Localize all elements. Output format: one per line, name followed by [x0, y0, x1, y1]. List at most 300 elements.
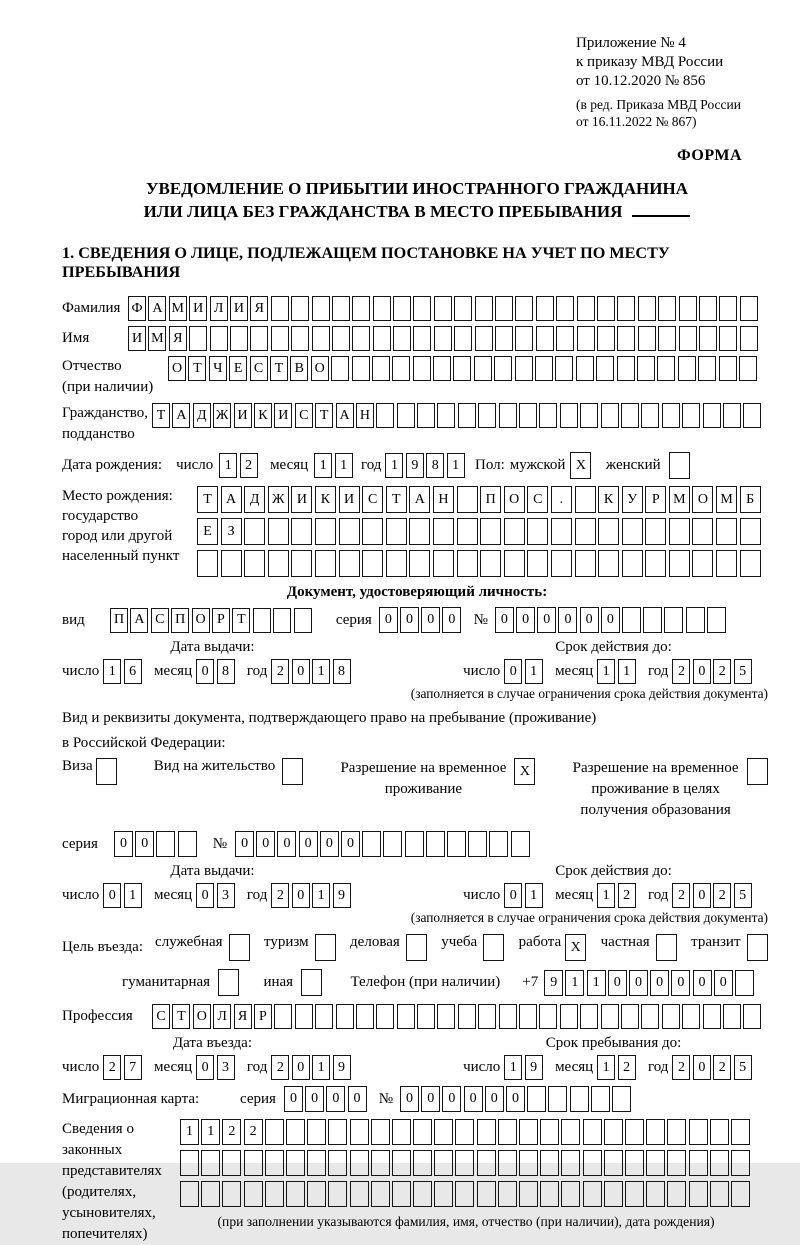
char-box[interactable]: 2 — [103, 1055, 121, 1080]
char-box[interactable] — [253, 608, 271, 633]
char-box[interactable] — [230, 326, 248, 351]
char-box[interactable] — [577, 326, 595, 351]
char-box[interactable]: 2 — [271, 883, 289, 908]
char-box[interactable]: 1 — [597, 659, 615, 684]
char-box[interactable]: 1 — [597, 883, 615, 908]
char-box[interactable] — [455, 1150, 474, 1176]
char-box[interactable]: Е — [229, 356, 247, 381]
char-box[interactable] — [597, 296, 615, 321]
char-box[interactable]: 0 — [421, 1086, 440, 1112]
char-box[interactable] — [478, 1004, 496, 1029]
char-box[interactable] — [556, 326, 574, 351]
char-box[interactable]: 2 — [672, 1055, 690, 1080]
char-box[interactable]: Ж — [213, 403, 231, 428]
char-box[interactable] — [339, 518, 360, 545]
char-box[interactable] — [250, 326, 268, 351]
char-box[interactable]: 0 — [326, 1086, 345, 1112]
char-box[interactable] — [307, 1181, 326, 1207]
char-box[interactable]: 3 — [217, 883, 235, 908]
char-box[interactable]: Я — [234, 1004, 252, 1029]
sex-male-checkbox[interactable] — [570, 452, 593, 479]
char-box[interactable] — [328, 1119, 347, 1145]
char-box[interactable] — [386, 550, 407, 577]
residence-issue-year-field[interactable] — [271, 883, 353, 908]
char-box[interactable] — [511, 831, 530, 857]
char-box[interactable] — [478, 403, 496, 428]
char-box[interactable] — [371, 1181, 390, 1207]
char-box[interactable] — [646, 1150, 665, 1176]
char-box[interactable] — [489, 831, 508, 857]
char-box[interactable] — [504, 518, 525, 545]
char-box[interactable]: 0 — [320, 831, 339, 857]
char-box[interactable]: 0 — [277, 831, 296, 857]
char-box[interactable]: 0 — [292, 883, 310, 908]
char-box[interactable] — [397, 403, 415, 428]
char-box[interactable]: 0 — [114, 831, 133, 857]
char-box[interactable] — [658, 296, 676, 321]
char-box[interactable] — [646, 1119, 665, 1145]
char-box[interactable] — [604, 1119, 623, 1145]
char-box[interactable] — [617, 356, 635, 381]
purpose-other-checkbox[interactable] — [301, 969, 324, 996]
char-box[interactable]: Я — [169, 326, 187, 351]
char-box[interactable]: 0 — [292, 1055, 310, 1080]
char-box[interactable] — [638, 296, 656, 321]
char-box[interactable]: 1 — [447, 453, 465, 478]
char-box[interactable]: 0 — [693, 883, 711, 908]
char-box[interactable] — [356, 1004, 374, 1029]
char-box[interactable] — [604, 1181, 623, 1207]
char-box[interactable] — [244, 1150, 263, 1176]
char-box[interactable] — [413, 1181, 432, 1207]
char-box[interactable] — [747, 934, 768, 961]
char-box[interactable]: 2 — [672, 883, 690, 908]
char-box[interactable]: Н — [433, 486, 454, 513]
char-box[interactable]: 1 — [103, 659, 121, 684]
char-box[interactable] — [699, 296, 717, 321]
char-box[interactable] — [393, 296, 411, 321]
char-box[interactable] — [328, 1181, 347, 1207]
char-box[interactable] — [731, 1150, 750, 1176]
residence-issue-day-field[interactable] — [103, 883, 144, 908]
char-box[interactable] — [331, 356, 349, 381]
char-box[interactable] — [731, 1181, 750, 1207]
char-box[interactable]: 5 — [734, 883, 752, 908]
char-box[interactable] — [352, 296, 370, 321]
char-box[interactable] — [156, 831, 175, 857]
char-box[interactable] — [716, 550, 737, 577]
char-box[interactable] — [433, 356, 451, 381]
char-box[interactable] — [332, 326, 350, 351]
char-box[interactable] — [457, 486, 478, 513]
char-box[interactable] — [682, 403, 700, 428]
char-box[interactable] — [291, 296, 309, 321]
char-box[interactable]: 9 — [544, 970, 563, 996]
char-box[interactable] — [413, 1119, 432, 1145]
char-box[interactable]: О — [168, 356, 186, 381]
doc-issue-day-field[interactable] — [103, 659, 144, 684]
char-box[interactable] — [561, 1181, 580, 1207]
doc-issue-month-field[interactable] — [196, 659, 237, 684]
char-box[interactable]: Л — [210, 296, 228, 321]
char-box[interactable] — [678, 356, 696, 381]
char-box[interactable]: 0 — [256, 831, 275, 857]
char-box[interactable]: 0 — [504, 659, 522, 684]
char-box[interactable]: 0 — [421, 607, 440, 633]
char-box[interactable] — [434, 1119, 453, 1145]
char-box[interactable] — [413, 356, 431, 381]
char-box[interactable] — [312, 326, 330, 351]
char-box[interactable] — [601, 1004, 619, 1029]
purpose-tourism-checkbox[interactable] — [315, 934, 338, 961]
char-box[interactable] — [641, 1004, 659, 1029]
char-box[interactable] — [657, 356, 675, 381]
char-box[interactable]: 9 — [333, 1055, 351, 1080]
representatives-row3-field[interactable] — [180, 1181, 752, 1207]
char-box[interactable]: X — [565, 934, 586, 961]
char-box[interactable]: 9 — [406, 453, 424, 478]
char-box[interactable]: И — [234, 403, 252, 428]
phone-field[interactable] — [544, 970, 756, 996]
char-box[interactable] — [477, 1150, 496, 1176]
char-box[interactable]: 0 — [693, 970, 712, 996]
char-box[interactable]: Д — [193, 403, 211, 428]
char-box[interactable] — [707, 607, 726, 633]
char-box[interactable]: 0 — [235, 831, 254, 857]
char-box[interactable]: 0 — [379, 607, 398, 633]
char-box[interactable] — [201, 1181, 220, 1207]
representatives-row2-field[interactable] — [180, 1150, 752, 1176]
char-box[interactable] — [719, 356, 737, 381]
char-box[interactable] — [710, 1150, 729, 1176]
char-box[interactable] — [638, 326, 656, 351]
char-box[interactable] — [515, 326, 533, 351]
char-box[interactable] — [580, 1004, 598, 1029]
char-box[interactable]: 0 — [693, 1055, 711, 1080]
char-box[interactable] — [447, 831, 466, 857]
char-box[interactable]: 2 — [713, 883, 731, 908]
char-box[interactable]: И — [128, 326, 146, 351]
char-box[interactable]: О — [192, 608, 210, 633]
char-box[interactable] — [710, 1119, 729, 1145]
doc-issue-year-field[interactable] — [271, 659, 353, 684]
char-box[interactable]: А — [148, 296, 166, 321]
char-box[interactable] — [352, 356, 370, 381]
char-box[interactable] — [515, 296, 533, 321]
char-box[interactable] — [268, 550, 289, 577]
char-box[interactable] — [641, 403, 659, 428]
char-box[interactable] — [352, 326, 370, 351]
char-box[interactable] — [221, 550, 242, 577]
char-box[interactable] — [540, 1181, 559, 1207]
char-box[interactable] — [740, 296, 758, 321]
char-box[interactable] — [372, 356, 390, 381]
char-box[interactable]: И — [274, 403, 292, 428]
purpose-transit-checkbox[interactable] — [747, 934, 770, 961]
char-box[interactable]: 0 — [495, 607, 514, 633]
char-box[interactable]: С — [295, 403, 313, 428]
char-box[interactable]: 0 — [516, 607, 535, 633]
char-box[interactable] — [739, 356, 757, 381]
residence-series-field[interactable] — [114, 831, 199, 857]
char-box[interactable] — [643, 607, 662, 633]
char-box[interactable]: 1 — [565, 970, 584, 996]
char-box[interactable] — [580, 403, 598, 428]
char-box[interactable] — [731, 1119, 750, 1145]
profession-field[interactable] — [152, 1004, 764, 1029]
char-box[interactable]: 0 — [284, 1086, 303, 1112]
char-box[interactable]: 8 — [426, 453, 444, 478]
char-box[interactable]: 6 — [124, 659, 142, 684]
char-box[interactable]: 7 — [124, 1055, 142, 1080]
char-box[interactable] — [474, 356, 492, 381]
char-box[interactable]: 0 — [341, 831, 360, 857]
char-box[interactable] — [222, 1181, 241, 1207]
purpose-humanitarian-checkbox[interactable] — [218, 969, 241, 996]
char-box[interactable] — [271, 296, 289, 321]
char-box[interactable] — [409, 518, 430, 545]
patronymic-field[interactable] — [168, 356, 759, 381]
char-box[interactable] — [622, 550, 643, 577]
char-box[interactable]: 0 — [400, 1086, 419, 1112]
char-box[interactable]: 0 — [442, 1086, 461, 1112]
visa-checkbox[interactable] — [96, 758, 119, 785]
char-box[interactable] — [315, 518, 336, 545]
char-box[interactable]: 0 — [714, 970, 733, 996]
char-box[interactable]: У — [622, 486, 643, 513]
char-box[interactable] — [540, 1150, 559, 1176]
char-box[interactable] — [499, 403, 517, 428]
char-box[interactable] — [244, 550, 265, 577]
entry-month-field[interactable] — [196, 1055, 237, 1080]
char-box[interactable] — [527, 518, 548, 545]
char-box[interactable]: Д — [244, 486, 265, 513]
char-box[interactable] — [575, 518, 596, 545]
doc-expiry-year-field[interactable] — [672, 659, 754, 684]
entry-year-field[interactable] — [271, 1055, 353, 1080]
char-box[interactable] — [393, 326, 411, 351]
char-box[interactable]: 0 — [292, 659, 310, 684]
char-box[interactable]: Т — [315, 403, 333, 428]
char-box[interactable]: 1 — [335, 453, 353, 478]
char-box[interactable]: 0 — [671, 970, 690, 996]
char-box[interactable]: 1 — [312, 659, 330, 684]
char-box[interactable] — [689, 1181, 708, 1207]
char-box[interactable] — [454, 296, 472, 321]
char-box[interactable]: Ф — [128, 296, 146, 321]
char-box[interactable] — [664, 607, 683, 633]
char-box[interactable] — [362, 831, 381, 857]
char-box[interactable] — [583, 1119, 602, 1145]
char-box[interactable]: Т — [270, 356, 288, 381]
char-box[interactable] — [426, 831, 445, 857]
char-box[interactable] — [434, 1150, 453, 1176]
char-box[interactable] — [376, 1004, 394, 1029]
char-box[interactable]: Р — [645, 486, 666, 513]
char-box[interactable] — [392, 356, 410, 381]
char-box[interactable] — [669, 550, 690, 577]
char-box[interactable]: А — [336, 403, 354, 428]
char-box[interactable]: О — [692, 486, 713, 513]
char-box[interactable]: С — [362, 486, 383, 513]
char-box[interactable] — [570, 1086, 589, 1112]
char-box[interactable] — [475, 326, 493, 351]
migration-number-field[interactable] — [400, 1086, 633, 1112]
char-box[interactable] — [328, 1150, 347, 1176]
char-box[interactable] — [645, 550, 666, 577]
char-box[interactable] — [294, 608, 312, 633]
char-box[interactable] — [625, 1181, 644, 1207]
char-box[interactable]: А — [409, 486, 430, 513]
char-box[interactable] — [682, 1004, 700, 1029]
char-box[interactable] — [621, 403, 639, 428]
char-box[interactable]: 1 — [180, 1119, 199, 1145]
char-box[interactable] — [669, 452, 690, 479]
char-box[interactable]: 9 — [333, 883, 351, 908]
char-box[interactable]: 3 — [217, 1055, 235, 1080]
char-box[interactable] — [536, 326, 554, 351]
char-box[interactable] — [386, 518, 407, 545]
char-box[interactable] — [598, 518, 619, 545]
birth-day-field[interactable] — [219, 453, 260, 478]
char-box[interactable]: 0 — [608, 970, 627, 996]
char-box[interactable] — [596, 356, 614, 381]
char-box[interactable] — [575, 550, 596, 577]
char-box[interactable]: 0 — [650, 970, 669, 996]
char-box[interactable]: И — [339, 486, 360, 513]
char-box[interactable]: 2 — [240, 453, 258, 478]
char-box[interactable] — [740, 326, 758, 351]
char-box[interactable]: И — [230, 296, 248, 321]
char-box[interactable]: 8 — [217, 659, 235, 684]
char-box[interactable] — [597, 326, 615, 351]
char-box[interactable]: 2 — [713, 1055, 731, 1080]
char-box[interactable] — [397, 1004, 415, 1029]
char-box[interactable]: 1 — [314, 453, 332, 478]
char-box[interactable] — [621, 1004, 639, 1029]
char-box[interactable] — [455, 1181, 474, 1207]
char-box[interactable]: . — [551, 486, 572, 513]
char-box[interactable]: 0 — [196, 659, 214, 684]
char-box[interactable]: 0 — [506, 1086, 525, 1112]
char-box[interactable] — [265, 1150, 284, 1176]
char-box[interactable]: 0 — [305, 1086, 324, 1112]
char-box[interactable] — [483, 934, 504, 961]
char-box[interactable] — [699, 326, 717, 351]
char-box[interactable] — [703, 403, 721, 428]
char-box[interactable] — [350, 1150, 369, 1176]
char-box[interactable]: Б — [740, 486, 761, 513]
char-box[interactable] — [265, 1119, 284, 1145]
char-box[interactable]: Л — [213, 1004, 231, 1029]
char-box[interactable] — [392, 1119, 411, 1145]
char-box[interactable] — [495, 326, 513, 351]
char-box[interactable] — [477, 1181, 496, 1207]
char-box[interactable] — [457, 518, 478, 545]
stay-year-field[interactable] — [672, 1055, 754, 1080]
char-box[interactable] — [539, 403, 557, 428]
char-box[interactable] — [362, 518, 383, 545]
char-box[interactable] — [383, 831, 402, 857]
char-box[interactable]: 2 — [271, 659, 289, 684]
char-box[interactable]: 1 — [525, 659, 543, 684]
char-box[interactable] — [286, 1119, 305, 1145]
char-box[interactable] — [504, 550, 525, 577]
birth-place-row3-field[interactable] — [197, 550, 763, 577]
char-box[interactable] — [437, 403, 455, 428]
char-box[interactable] — [576, 356, 594, 381]
char-box[interactable] — [601, 403, 619, 428]
char-box[interactable] — [622, 607, 641, 633]
char-box[interactable]: М — [169, 296, 187, 321]
char-box[interactable] — [286, 1150, 305, 1176]
char-box[interactable] — [637, 356, 655, 381]
char-box[interactable] — [560, 403, 578, 428]
char-box[interactable]: 5 — [734, 1055, 752, 1080]
char-box[interactable] — [719, 296, 737, 321]
char-box[interactable]: 0 — [196, 883, 214, 908]
representatives-row1-field[interactable] — [180, 1119, 752, 1145]
residence-expiry-day-field[interactable] — [504, 883, 545, 908]
char-box[interactable]: 0 — [537, 607, 556, 633]
char-box[interactable] — [373, 296, 391, 321]
char-box[interactable] — [555, 356, 573, 381]
char-box[interactable] — [617, 296, 635, 321]
char-box[interactable] — [274, 1004, 292, 1029]
char-box[interactable]: 1 — [587, 970, 606, 996]
char-box[interactable] — [719, 326, 737, 351]
char-box[interactable]: С — [152, 1004, 170, 1029]
char-box[interactable] — [229, 934, 250, 961]
char-box[interactable]: 0 — [400, 607, 419, 633]
char-box[interactable] — [679, 326, 697, 351]
char-box[interactable] — [689, 1119, 708, 1145]
char-box[interactable]: 0 — [504, 883, 522, 908]
char-box[interactable]: 0 — [348, 1086, 367, 1112]
char-box[interactable]: 2 — [244, 1119, 263, 1145]
char-box[interactable]: 1 — [597, 1055, 615, 1080]
char-box[interactable] — [646, 1181, 665, 1207]
char-box[interactable]: 2 — [271, 1055, 289, 1080]
char-box[interactable] — [315, 934, 336, 961]
char-box[interactable] — [315, 1004, 333, 1029]
char-box[interactable] — [583, 1150, 602, 1176]
temp-permit-edu-checkbox[interactable] — [747, 758, 770, 785]
char-box[interactable] — [617, 326, 635, 351]
char-box[interactable] — [498, 1181, 517, 1207]
char-box[interactable]: 1 — [312, 1055, 330, 1080]
char-box[interactable]: 1 — [312, 883, 330, 908]
char-box[interactable] — [535, 356, 553, 381]
char-box[interactable]: П — [480, 486, 501, 513]
char-box[interactable]: П — [171, 608, 189, 633]
char-box[interactable] — [244, 1181, 263, 1207]
char-box[interactable] — [178, 831, 197, 857]
char-box[interactable] — [560, 1004, 578, 1029]
char-box[interactable] — [625, 1150, 644, 1176]
char-box[interactable]: К — [315, 486, 336, 513]
char-box[interactable] — [286, 1181, 305, 1207]
stay-day-field[interactable] — [504, 1055, 545, 1080]
char-box[interactable] — [291, 550, 312, 577]
char-box[interactable] — [498, 1119, 517, 1145]
char-box[interactable] — [477, 1119, 496, 1145]
char-box[interactable] — [539, 1004, 557, 1029]
char-box[interactable] — [332, 296, 350, 321]
char-box[interactable]: Т — [197, 486, 218, 513]
char-box[interactable] — [716, 518, 737, 545]
char-box[interactable] — [201, 1150, 220, 1176]
